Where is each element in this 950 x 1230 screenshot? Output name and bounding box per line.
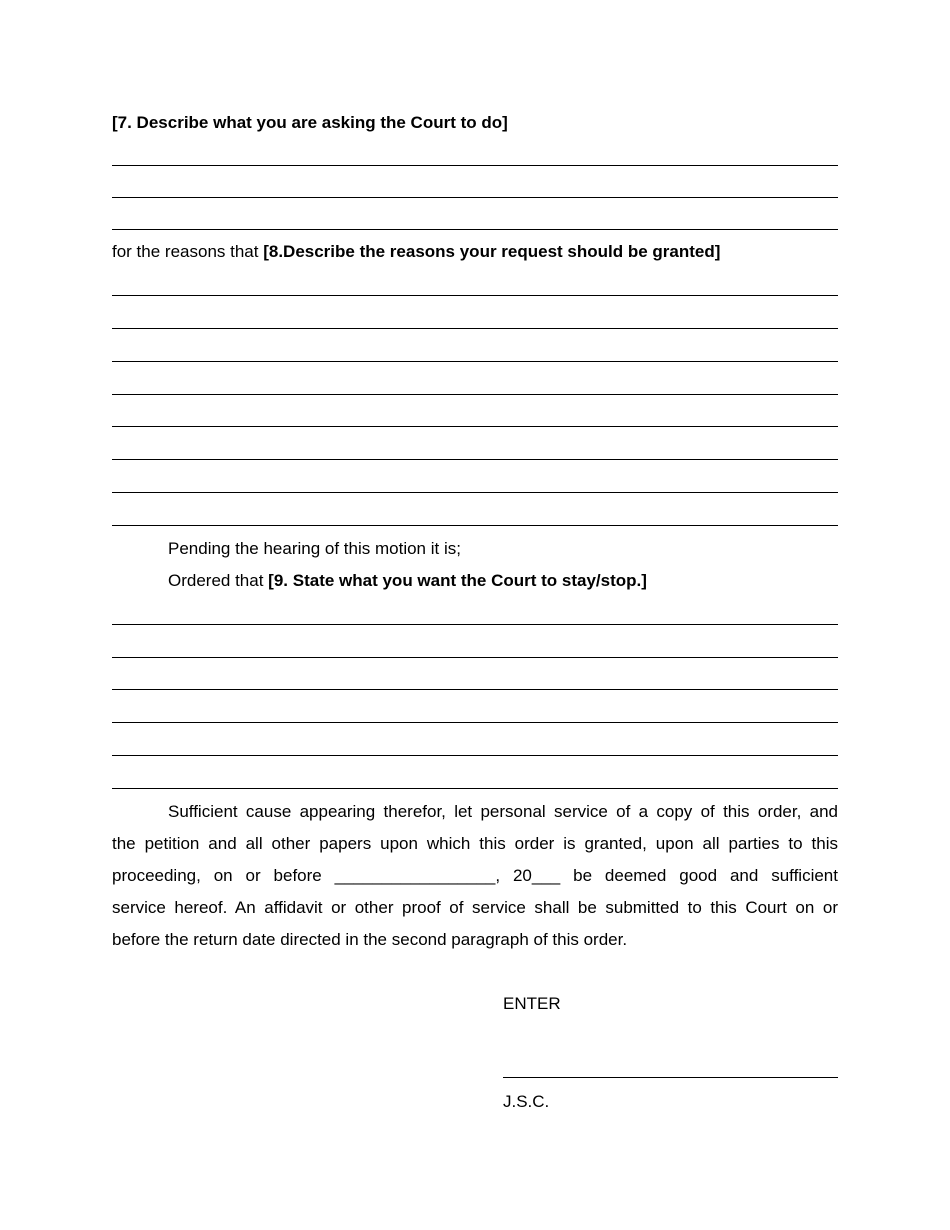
section-8-line [112, 242, 720, 262]
service-line-4: service hereof. An affidavit or other proof of service shall be submitted to this Court on or [112, 898, 838, 917]
ordered-prefix: Ordered that [168, 571, 269, 590]
answer-line-7-3[interactable] [112, 229, 838, 230]
section-8-prefix: for the reasons that [112, 242, 264, 261]
answer-line-9-1[interactable] [112, 624, 838, 625]
signature-line[interactable] [503, 1077, 838, 1078]
service-line-1: Sufficient cause appearing therefor, let personal service of a copy of this order, and [168, 802, 838, 821]
answer-line-9-6[interactable] [112, 788, 838, 789]
answer-line-7-1[interactable] [112, 165, 838, 166]
section-7-heading: [7. Describe what you are asking the Court to do] [112, 113, 508, 132]
answer-line-8-8[interactable] [112, 525, 838, 526]
service-paragraph [112, 796, 838, 956]
answer-line-8-3[interactable] [112, 361, 838, 362]
enter-label: ENTER [503, 994, 561, 1013]
answer-line-9-5[interactable] [112, 755, 838, 756]
pending-text: Pending the hearing of this motion it is; [168, 539, 461, 558]
answer-line-9-2[interactable] [112, 657, 838, 658]
answer-line-9-4[interactable] [112, 722, 838, 723]
answer-line-8-4[interactable] [112, 394, 838, 395]
service-line-3: proceeding, on or before _________________, 20___ be deemed good and sufficient [112, 866, 838, 885]
service-line-2: the petition and all other papers upon which this order is granted, upon all parties to this [112, 834, 838, 853]
answer-line-8-6[interactable] [112, 459, 838, 460]
section-9-heading: [9. State what you want the Court to stay/stop.] [268, 571, 647, 590]
ordered-line [168, 571, 647, 591]
answer-line-9-3[interactable] [112, 689, 838, 690]
answer-line-8-1[interactable] [112, 295, 838, 296]
answer-line-8-7[interactable] [112, 492, 838, 493]
section-8-heading: [8.Describe the reasons your request should be granted] [263, 242, 721, 261]
service-line-5: before the return date directed in the second paragraph of this order. [112, 930, 628, 949]
answer-line-8-2[interactable] [112, 328, 838, 329]
answer-line-7-2[interactable] [112, 197, 838, 198]
answer-line-8-5[interactable] [112, 426, 838, 427]
jsc-label: J.S.C. [503, 1092, 550, 1111]
